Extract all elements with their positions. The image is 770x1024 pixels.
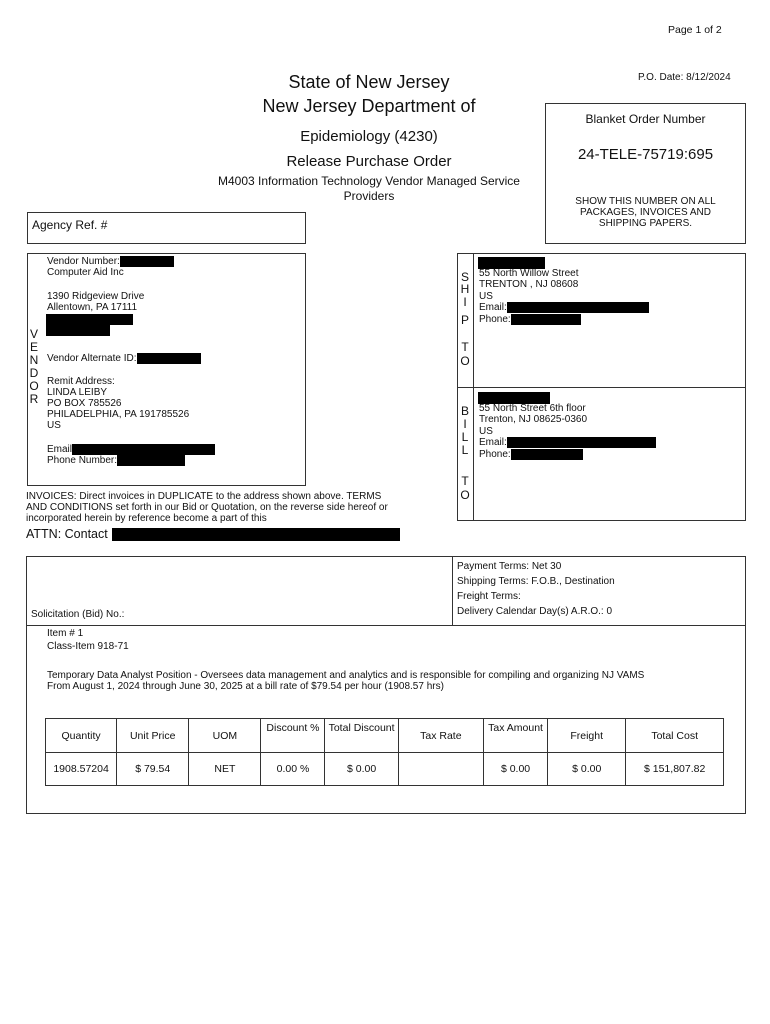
vendor-letter: N: [29, 353, 39, 367]
ship-letter: P: [460, 313, 469, 327]
vendor-email-row: [47, 444, 215, 456]
redaction: [137, 353, 201, 364]
header-tax-rate: Tax Rate: [398, 719, 483, 753]
blanket-notice-2: PACKAGES, INVOICES AND: [580, 207, 711, 218]
ship-letter: T: [461, 340, 469, 354]
invoice-instructions-2: AND CONDITIONS set forth in our Bid or Quotation, on the reverse side hereof or: [26, 502, 388, 513]
redaction: [507, 437, 656, 448]
bill-letter: B: [460, 404, 469, 418]
attn-row: [26, 527, 400, 541]
table-header-row: [46, 719, 724, 753]
cell-unit-price: $ 79.54: [117, 753, 189, 786]
remit-po-box: PO BOX 785526: [47, 398, 122, 409]
line-items-table: [45, 718, 724, 786]
shipping-terms: Shipping Terms: F.O.B., Destination: [457, 576, 615, 587]
bill-address-2: Trenton, NJ 08625-0360: [479, 414, 588, 425]
bill-letter: O: [460, 488, 470, 502]
redaction: [511, 314, 581, 325]
ship-letter: S: [460, 270, 469, 284]
redaction: [46, 314, 133, 325]
cell-tax-rate: [398, 753, 483, 786]
remit-name: LINDA LEIBY: [47, 387, 108, 398]
vendor-letter: D: [29, 366, 39, 380]
vendor-phone-row: [47, 455, 185, 467]
bill-letter: L: [461, 443, 469, 457]
divider: [452, 556, 453, 625]
bill-letter: T: [461, 474, 469, 488]
header-total-discount: Total Discount: [325, 719, 398, 753]
freight-terms: Freight Terms:: [457, 591, 521, 602]
header-contract-cont: Providers: [343, 189, 395, 203]
bill-email-row: [479, 437, 656, 449]
header-department: New Jersey Department of: [262, 96, 476, 116]
header-division: Epidemiology (4230): [300, 128, 438, 145]
header-tax-amount: Tax Amount: [484, 719, 548, 753]
cell-uom: NET: [189, 753, 261, 786]
vendor-address-2: Allentown, PA 17111: [47, 302, 138, 313]
redaction: [46, 325, 110, 336]
cell-tax-amount: $ 0.00: [484, 753, 548, 786]
remit-country: US: [47, 420, 61, 431]
vendor-phone-label: Phone Number:: [47, 455, 118, 467]
bill-letter: I: [463, 417, 467, 431]
invoice-instructions-1: INVOICES: Direct invoices in DUPLICATE to the address shown above. TERMS: [26, 491, 382, 502]
header-order-type: Release Purchase Order: [286, 153, 452, 170]
page-number: Page 1 of 2: [668, 24, 722, 36]
redaction: [507, 302, 649, 313]
header-freight: Freight: [548, 719, 626, 753]
solicitation-label: Solicitation (Bid) No.:: [31, 609, 125, 620]
vendor-address-1: 1390 Ridgeview Drive: [47, 291, 145, 302]
header-contract: M4003 Information Technology Vendor Managed Service: [218, 174, 520, 188]
bill-country: US: [479, 426, 493, 437]
vendor-alt-id-row: [47, 353, 201, 365]
redaction: [511, 449, 583, 460]
agency-ref-label: Agency Ref. #: [32, 218, 108, 232]
ship-letter: I: [463, 295, 467, 309]
cell-total-cost: $ 151,807.82: [626, 753, 724, 786]
header-discount-pct: Discount %: [261, 719, 325, 753]
ship-phone-row: [479, 314, 581, 326]
ship-email-row: [479, 302, 649, 314]
vendor-name: Computer Aid Inc: [47, 267, 124, 278]
redaction: [112, 528, 400, 541]
vendor-letter: V: [29, 327, 38, 341]
ship-country: US: [479, 291, 493, 302]
redaction: [117, 455, 185, 466]
vendor-alt-id-label: Vendor Alternate ID:: [47, 353, 137, 365]
bill-phone-row: [479, 449, 583, 461]
ship-phone-label: Phone:: [479, 314, 511, 326]
header-uom: UOM: [189, 719, 261, 753]
divider: [457, 387, 746, 388]
ship-address-2: TRENTON , NJ 08608: [479, 279, 579, 290]
payment-terms: Payment Terms: Net 30: [457, 561, 562, 572]
header-unit-price: Unit Price: [117, 719, 189, 753]
ship-address-1: 55 North Willow Street: [479, 268, 579, 279]
cell-discount-pct: 0.00 %: [261, 753, 325, 786]
bill-letter: L: [461, 430, 469, 444]
remit-label: Remit Address:: [47, 376, 115, 387]
redaction: [120, 256, 174, 267]
cell-quantity: 1908.57204: [46, 753, 117, 786]
ship-email-label: Email:: [479, 302, 507, 314]
vendor-letter: E: [29, 340, 38, 354]
invoice-instructions-3: incorporated herein by reference become a part of this: [26, 513, 267, 524]
divider: [26, 625, 746, 626]
po-date: P.O. Date: 8/12/2024: [638, 72, 731, 83]
blanket-order-box: [545, 103, 746, 244]
item-description-2: From August 1, 2024 through June 30, 2025 at a bill rate of $79.54 per hour (1908.57 hrs): [47, 681, 444, 692]
vendor-letter: R: [29, 392, 39, 406]
cell-freight: $ 0.00: [548, 753, 626, 786]
bill-phone-label: Phone:: [479, 449, 511, 461]
item-description-1: Temporary Data Analyst Position - Oversees data management and analytics and is responsible for compiling and organizing NJ VAMS: [47, 670, 645, 681]
bill-email-label: Email:: [479, 437, 507, 449]
blanket-notice-1: SHOW THIS NUMBER ON ALL: [575, 196, 716, 207]
header-total-cost: Total Cost: [626, 719, 724, 753]
agency-ref-box: [27, 212, 306, 244]
redaction: [72, 444, 215, 455]
item-class: Class-Item 918-71: [47, 641, 129, 652]
vendor-letter: O: [29, 379, 39, 393]
blanket-order-label: Blanket Order Number: [585, 112, 706, 126]
vendor-number-label: Vendor Number:: [47, 256, 120, 268]
ship-letter: O: [460, 354, 470, 368]
table-row: [46, 753, 724, 786]
blanket-notice-3: SHIPPING PAPERS.: [598, 218, 693, 229]
header-quantity: Quantity: [46, 719, 117, 753]
cell-total-discount: $ 0.00: [325, 753, 398, 786]
attn-label: ATTN: Contact: [26, 527, 108, 541]
header-state: State of New Jersey: [288, 72, 450, 92]
item-number: Item # 1: [47, 628, 84, 639]
bill-address-1: 55 North Street 6th floor: [479, 403, 586, 414]
vendor-number-row: [47, 256, 174, 268]
blanket-order-number: 24-TELE-75719:695: [577, 146, 714, 163]
remit-city: PHILADELPHIA, PA 191785526: [47, 409, 190, 420]
ship-letter: H: [460, 282, 470, 296]
delivery-terms: Delivery Calendar Day(s) A.R.O.: 0: [457, 606, 613, 617]
vendor-email-label: Email: [47, 444, 73, 456]
